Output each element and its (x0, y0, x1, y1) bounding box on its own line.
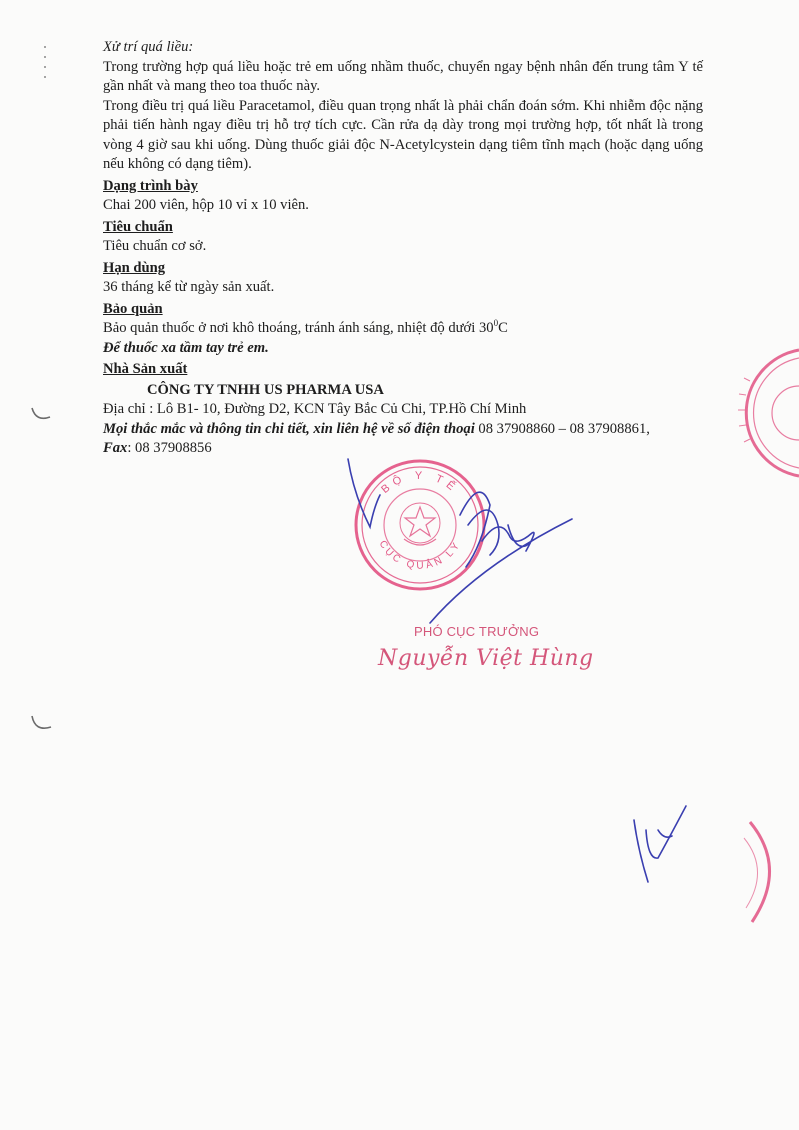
temperature-unit: C (498, 320, 508, 336)
child-warning: Để thuốc xa tầm tay trẻ em. (103, 339, 269, 356)
presentation-text: Chai 200 viên, hộp 10 vỉ x 10 viên. (103, 197, 309, 213)
stamp-text-bottom: CỤC QUẢN LÝ (376, 538, 464, 572)
overdose-heading: Xử trí quá liều: (103, 39, 194, 55)
binder-hole-mark (30, 405, 54, 425)
contact-label: Mọi thắc mắc và thông tin chi tiết, xin liên hệ về số điện thoại (103, 420, 475, 437)
company-seal-partial (730, 348, 799, 478)
margin-mark (44, 56, 46, 58)
stamp-text-top: BỘ Y TẾ (379, 469, 461, 496)
standard-text: Tiêu chuẩn cơ sở. (103, 238, 207, 254)
binder-hole-mark (30, 713, 54, 735)
contact-line (103, 420, 703, 440)
standard-heading: Tiêu chuẩn (103, 218, 173, 235)
signer-title: PHÓ CỤC TRƯỞNG (414, 624, 540, 639)
shelf-life-heading: Hạn dùng (103, 259, 166, 276)
fax-number: : 08 37908856 (127, 440, 212, 456)
storage-instruction: Bảo quản thuốc ở nơi khô thoáng, tránh ánh sáng, nhiệt độ dưới 30 (103, 320, 494, 336)
margin-mark (44, 66, 46, 68)
document-body (103, 38, 703, 459)
margin-mark (44, 76, 46, 78)
signer-name: Nguyễn Việt Hùng (378, 646, 594, 671)
initials-mark (628, 800, 698, 890)
page-seal-partial (730, 818, 799, 926)
overdose-paragraph-2: Trong điều trị quá liều Paracetamol, điều quan trọng nhất là phải chẩn đoán sớm. Khi nhiễm độc nặng phải tiến hành ngay điều trị hỗ trợ tích cực. Cần rửa dạ dày trong mọi trường hợp, tốt nhất là trong vòng 4 giờ sau khi uống. Dùng thuốc giải độc N-Acetylcystein dạng tiêm tĩnh mạch (hoặc dạng uống nếu không có dạng tiêm). (103, 97, 703, 172)
storage-text (103, 319, 703, 339)
shelf-life-text: 36 tháng kể từ ngày sản xuất. (103, 279, 275, 295)
company-address: Địa chỉ : Lô B1- 10, Đường D2, KCN Tây Bắc Củ Chi, TP.Hồ Chí Minh (103, 401, 527, 417)
storage-heading: Bảo quản (103, 300, 163, 317)
phone-numbers: 08 37908860 – 08 37908861, (474, 420, 650, 437)
degree-superscript: 0 (493, 318, 499, 329)
manufacturer-heading: Nhà Sản xuất (103, 361, 188, 377)
overdose-paragraph-1: Trong trường hợp quá liều hoặc trẻ em uống nhầm thuốc, chuyển ngay bệnh nhân đến trung tâm Y tế gần nhất và mang theo toa thuốc này. (103, 58, 703, 94)
company-name: CÔNG TY TNHH US PHARMA USA (147, 381, 384, 398)
presentation-heading: Dạng trình bày (103, 177, 198, 194)
fax-label: Fax (103, 440, 128, 456)
margin-mark (44, 46, 46, 48)
